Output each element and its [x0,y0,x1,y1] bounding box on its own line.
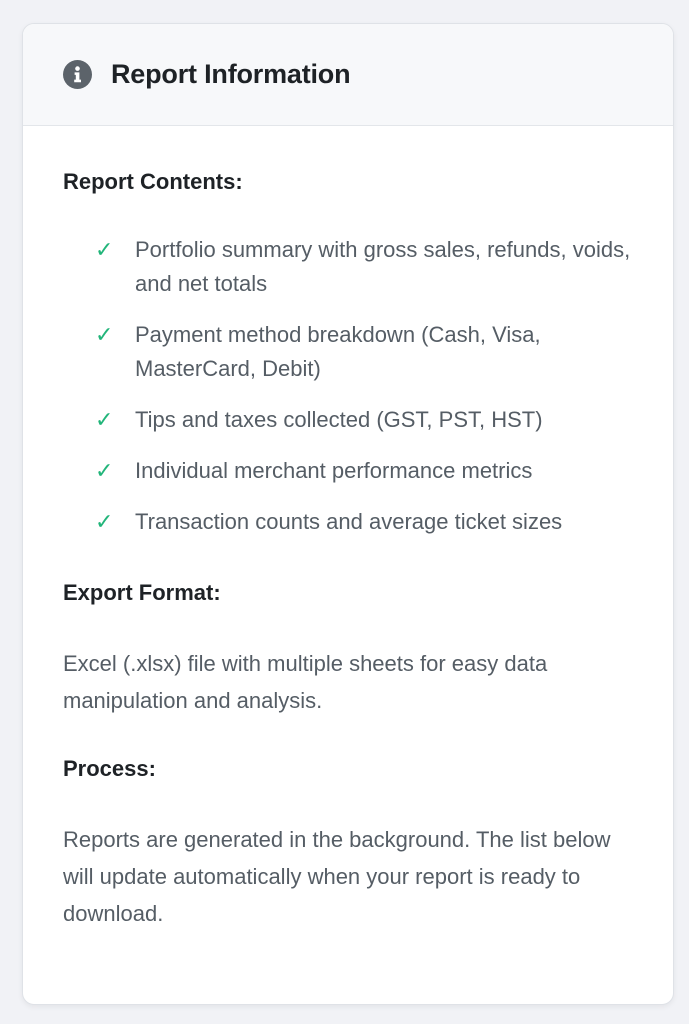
export-format-text: Excel (.xlsx) file with multiple sheets for easy data manipulation and analysis. [63,651,548,713]
report-information-card [22,23,674,1005]
list-item-text: Transaction counts and average ticket sizes [135,509,563,534]
checkmark-icon: ✓ [95,407,114,432]
card-body [23,126,673,932]
report-contents-list [63,233,633,539]
export-format-heading: Export Format: [63,580,221,605]
checkmark-icon: ✓ [95,237,114,262]
list-item-text: Tips and taxes collected (GST, PST, HST) [135,407,543,432]
report-contents-heading: Report Contents: [63,169,243,194]
checkmark-icon: ✓ [95,509,114,534]
list-item-text: Individual merchant performance metrics [135,458,533,483]
list-item [95,505,633,539]
info-icon [63,60,92,89]
checkmark-icon: ✓ [95,458,114,483]
list-item-text: Payment method breakdown (Cash, Visa, MasterCard, Debit) [135,322,541,381]
list-item [95,318,633,386]
process-text: Reports are generated in the background. The list below will update automatically when your report is ready to download. [63,827,611,926]
checkmark-icon: ✓ [95,322,114,347]
card-header [23,24,673,126]
list-item [95,454,633,488]
list-item [95,403,633,437]
card-title: Report Information [111,59,351,89]
list-item-text: Portfolio summary with gross sales, refunds, voids, and net totals [135,237,631,296]
list-item [95,233,633,301]
process-heading: Process: [63,756,156,781]
